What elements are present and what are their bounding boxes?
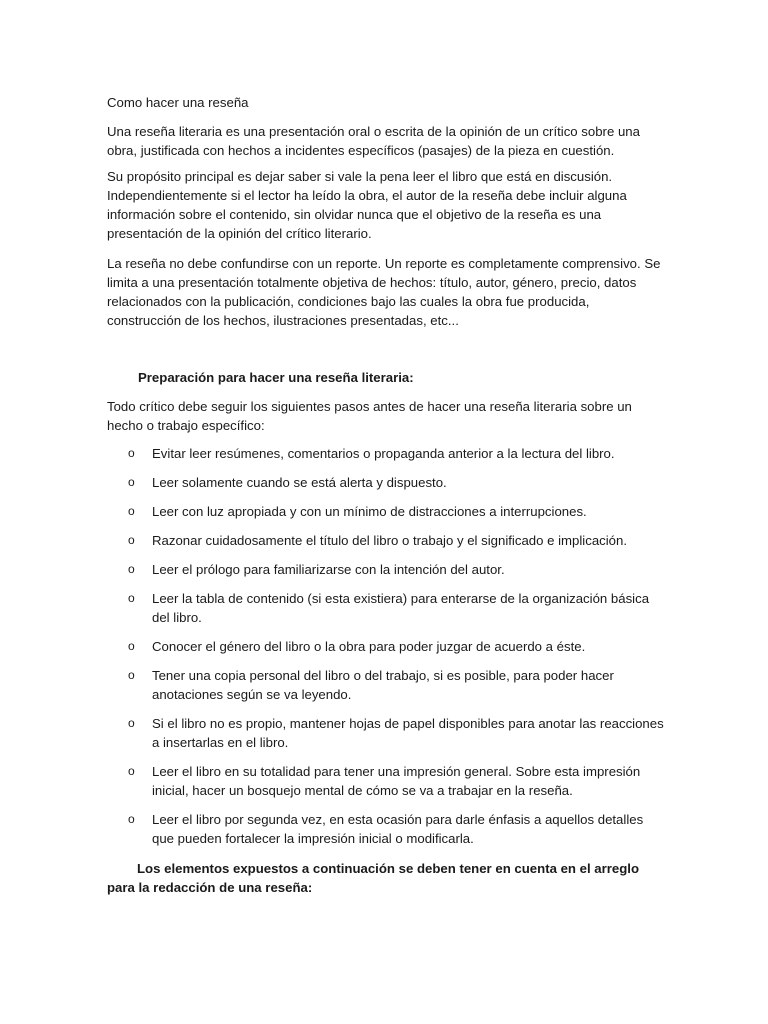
list-item — [128, 589, 668, 627]
list-item — [128, 444, 668, 463]
list-item-text: Leer con luz apropiada y con un mínimo de distracciones a interrupciones. — [152, 504, 587, 519]
bullet-marker: o — [128, 812, 135, 826]
section-title-preparation: Preparación para hacer una reseña literaria: — [138, 370, 414, 385]
list-item-text: Leer la tabla de contenido (si esta existiera) para enterarse de la organización básica del libro. — [152, 591, 650, 625]
bullet-marker: o — [128, 764, 135, 778]
list-item — [128, 560, 668, 579]
paragraph-definition: Una reseña literaria es una presentación oral o escrita de la opinión de un crítico sobre una obra, justificada con hechos a incidentes específicos (pasajes) de la pieza en cuestión. — [107, 124, 640, 158]
bullet-marker: o — [128, 716, 135, 730]
paragraph-report-difference: La reseña no debe confundirse con un reporte. Un reporte es completamente comprensivo. Se limita a una presentación totalmente objetiva de hechos: título, autor, género, precio, datos relacionados con la publicación, condiciones bajo las cuales la obra fue producida, construcción de los hechos, ilustraciones presentadas, etc... — [107, 256, 661, 328]
list-item-text: Conocer el género del libro o la obra para poder juzgar de acuerdo a éste. — [152, 639, 586, 654]
document-heading: Como hacer una reseña — [107, 95, 249, 110]
paragraph-purpose: Su propósito principal es dejar saber si vale la pena leer el libro que está en discusión. Independientemente si el lector ha leído la obra, el autor de la reseña debe incluir alguna información sobre el contenido, sin olvidar nunca que el objetivo de la reseña es una presentación de la opinión del crítico literario. — [107, 169, 627, 241]
list-item-text: Leer el libro en su totalidad para tener una impresión general. Sobre esta impresión inicial, hacer un bosquejo mental de cómo se va a trabajar en la reseña. — [152, 764, 641, 798]
list-item — [128, 473, 668, 492]
section-intro: Todo crítico debe seguir los siguientes pasos antes de hacer una reseña literaria sobre un hecho o trabajo específico: — [107, 399, 632, 433]
list-item-text: Leer el prólogo para familiarizarse con la intención del autor. — [152, 562, 505, 577]
list-item — [128, 714, 668, 752]
list-item — [128, 810, 668, 848]
list-item — [128, 666, 668, 704]
bullet-marker: o — [128, 562, 135, 576]
bullet-marker: o — [128, 668, 135, 682]
list-item — [128, 502, 668, 521]
bullet-marker: o — [128, 533, 135, 547]
list-item-text: Tener una copia personal del libro o del trabajo, si es posible, para poder hacer anotaciones según se va leyendo. — [152, 668, 614, 702]
bullet-marker: o — [128, 446, 135, 460]
bullet-marker: o — [128, 591, 135, 605]
list-item-text: Razonar cuidadosamente el título del libro o trabajo y el significado e implicación. — [152, 533, 628, 548]
list-item-text: Si el libro no es propio, mantener hojas de papel disponibles para anotar las reacciones a insertarlas en el libro. — [152, 716, 664, 750]
steps-list — [128, 444, 668, 858]
closing-title: Los elementos expuestos a continuación se deben tener en cuenta en el arreglo para la redacción de una reseña: — [107, 861, 640, 895]
bullet-marker: o — [128, 504, 135, 518]
list-item-text: Evitar leer resúmenes, comentarios o propaganda anterior a la lectura del libro. — [152, 446, 615, 461]
list-item — [128, 531, 668, 550]
list-item — [128, 637, 668, 656]
list-item — [128, 762, 668, 800]
list-item-text: Leer el libro por segunda vez, en esta ocasión para darle énfasis a aquellos detalles que pueden fortalecer la impresión inicial o modificarla. — [152, 812, 644, 846]
bullet-marker: o — [128, 475, 135, 489]
bullet-marker: o — [128, 639, 135, 653]
list-item-text: Leer solamente cuando se está alerta y dispuesto. — [152, 475, 447, 490]
